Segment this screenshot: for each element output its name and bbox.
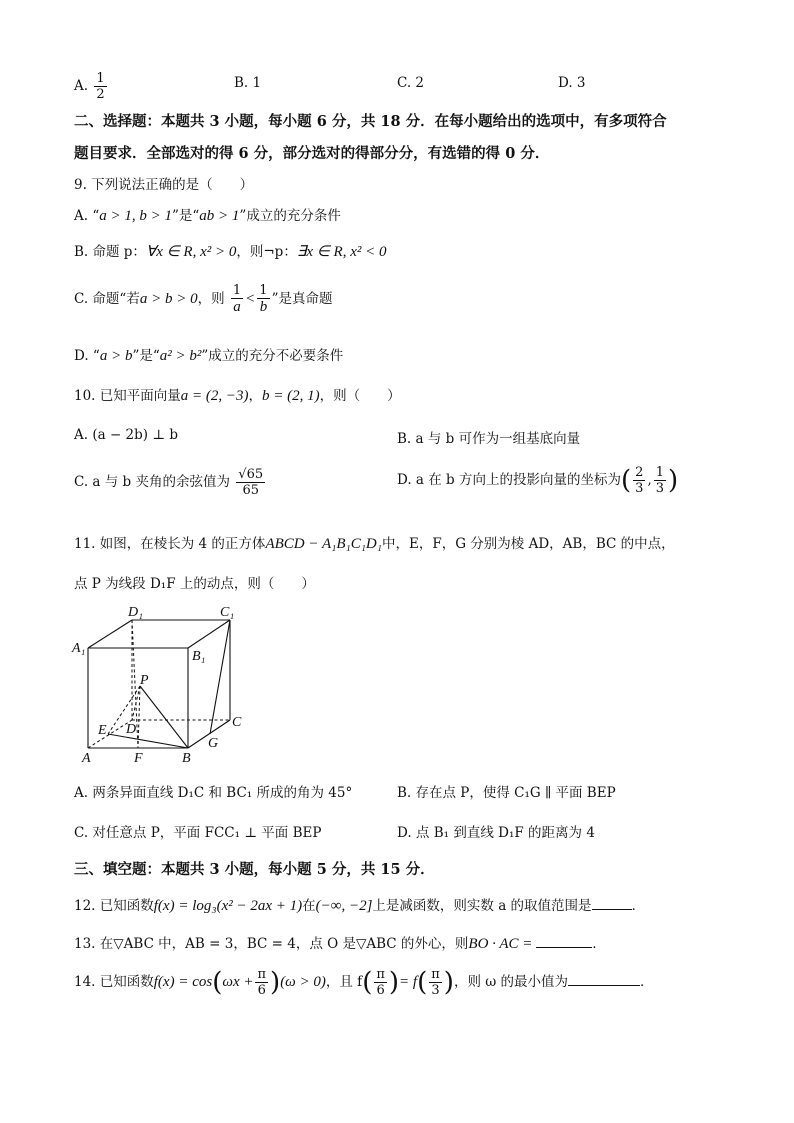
label-B1: B₁ xyxy=(192,649,206,664)
section2-heading-line2: 题目要求．全部选对的得 6 分，部分选对的得部分分，有选错的得 0 分． xyxy=(74,145,550,162)
q11-option-b: B. 存在点 P，使得 C₁G ∥ 平面 BEP xyxy=(397,785,616,801)
fraction: $\frac{1}{3}$ xyxy=(655,465,665,496)
label-C1: C₁ xyxy=(220,605,235,620)
label-D1: D₁ xyxy=(128,605,143,620)
fraction: $\frac{\pi}{6}$ xyxy=(376,967,385,998)
q9-stem: 9. 下列说法正确的是（ ） xyxy=(74,177,254,193)
q10-option-c: C. a 与 b 夹角的余弦值为 $\frac{√65}{65}$ xyxy=(74,467,264,498)
label-F: F xyxy=(134,751,143,766)
label-P: P xyxy=(140,673,149,688)
q9-option-c: C. 命题“若a > b > 0，则 $\frac{1}{a}$ < $\frac{1}{b}$ ”是真命题 xyxy=(74,283,333,315)
q10-option-a: A. (a − 2b) ⊥ b xyxy=(74,427,178,443)
label-G: G xyxy=(208,736,219,751)
option-label: A. xyxy=(74,78,89,94)
q8-option-c: C. 2 xyxy=(397,75,425,91)
cube-diagram xyxy=(70,600,260,766)
q13: 13. 在▽ABC 中，AB = 3，BC = 4，点 O 是▽ABC 的外心，则BO · AC = ． xyxy=(74,936,606,952)
q9-option-a: A. “a > 1, b > 1”是“ab > 1”成立的充分条件 xyxy=(74,208,341,224)
q12: 12. 已知函数f(x) = log₃(x² − 2ax + 1)在(−∞, −2]上是减函数，则实数 a 的取值范围是 ． xyxy=(74,898,646,914)
fraction: $\frac{1}{a}$ xyxy=(232,283,242,315)
fraction: $\frac{\pi}{3}$ xyxy=(431,967,440,998)
answer-blank[interactable] xyxy=(536,947,592,948)
section2-heading-line1: 二、选择题：本题共 3 小题，每小题 6 分，共 18 分．在每小题给出的选项中，有多项符合 xyxy=(74,113,667,130)
label-C: C xyxy=(232,715,242,730)
q9-option-b: B. 命题 p：∀x ∈ R, x² > 0，则¬p：∃x ∈ R, x² < 0 xyxy=(74,244,387,260)
q11-option-d: D. 点 B₁ 到直线 D₁F 的距离为 4 xyxy=(397,825,595,841)
q8-option-a xyxy=(74,72,109,101)
q10-option-d: D. a 在 b 方向上的投影向量的坐标为( $\frac{2}{3}$ , $\frac{1}{3}$ ) xyxy=(397,465,679,496)
label-A: A xyxy=(82,751,91,766)
answer-blank[interactable] xyxy=(592,909,632,910)
q10-option-b: B. a 与 b 可作为一组基底向量 xyxy=(397,431,581,447)
fraction: $\frac{1}{2}$ xyxy=(96,71,105,102)
label-E: E xyxy=(98,723,107,738)
q11-option-c: C. 对任意点 P，平面 FCC₁ ⊥ 平面 BEP xyxy=(74,825,322,841)
fraction: $\frac{1}{b}$ xyxy=(259,283,268,315)
label-D: D xyxy=(126,722,137,737)
q14: 14. 已知函数f(x) = cos(ωx + $\frac{\pi}{6}$ )(ω > 0)，且 f( $\frac{\pi}{6}$ )= f( $\frac{\pi}{3}$ )，则 ω 的最小值为 ． xyxy=(74,967,654,998)
q11-stem-line2: 点 P 为线段 D₁F 上的动点，则（ ） xyxy=(74,576,315,592)
section3-heading: 三、填空题：本题共 3 小题，每小题 5 分，共 15 分． xyxy=(74,861,435,878)
answer-blank[interactable] xyxy=(568,985,640,986)
label-B: B xyxy=(182,751,191,766)
q8-option-b: B. 1 xyxy=(234,75,262,91)
label-A1: A₁ xyxy=(72,641,86,656)
q10-stem: 10. 已知平面向量a = (2, −3)，b = (2, 1)，则（ ） xyxy=(74,388,401,404)
fraction: $\frac{√65}{65}$ xyxy=(238,467,264,498)
fraction: $\frac{2}{3}$ xyxy=(635,465,644,496)
q9-option-d: D. “a > b”是“a² > b²”成立的充分不必要条件 xyxy=(74,348,344,364)
q11-option-a: A. 两条异面直线 D₁C 和 BC₁ 所成的角为 45° xyxy=(74,785,353,801)
fraction: $\frac{\pi}{6}$ xyxy=(257,967,267,998)
q8-option-d: D. 3 xyxy=(558,75,586,91)
q11-stem-line1: 11. 如图，在棱长为 4 的正方体ABCD − A₁B₁C₁D₁中，E，F，G 分别为棱 AD，AB，BC 的中点， xyxy=(74,536,675,552)
